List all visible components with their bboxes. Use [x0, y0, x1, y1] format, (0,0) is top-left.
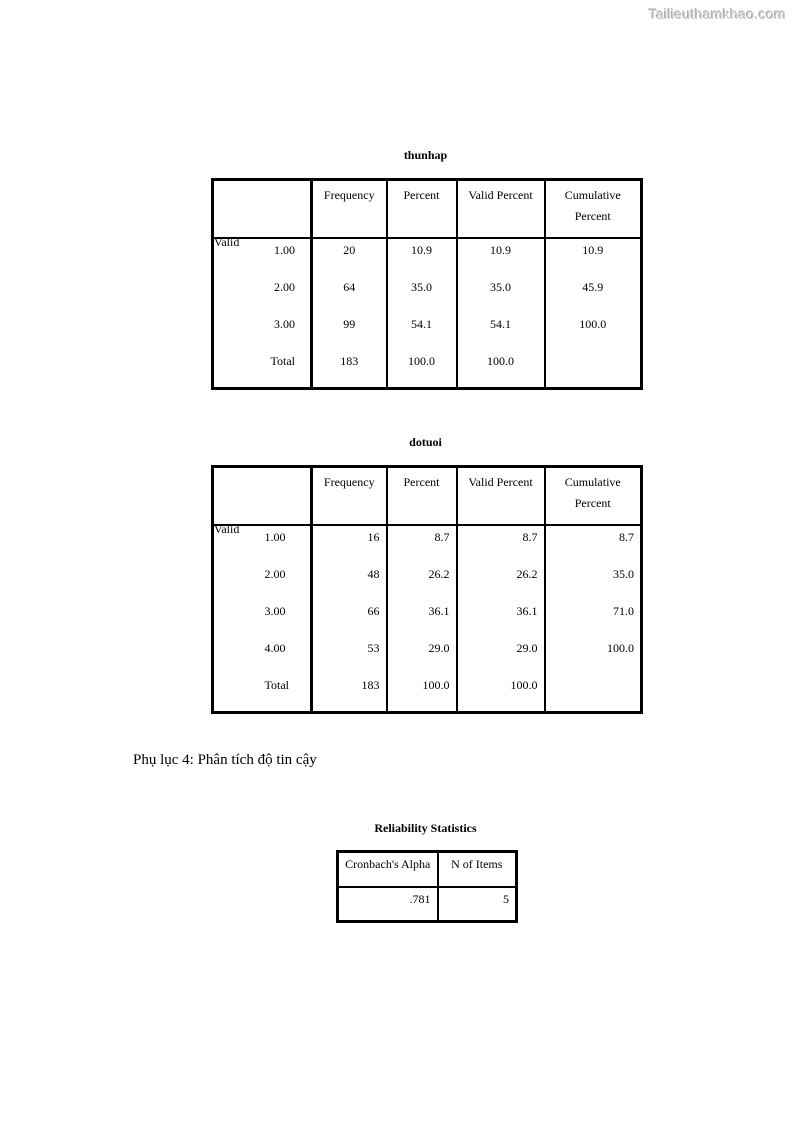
thunhap-table	[211, 178, 643, 390]
column-header: Cumulative Percent	[545, 467, 642, 526]
table-row	[213, 525, 642, 563]
cell-value: 10.9	[457, 238, 545, 276]
cell-value: 29.0	[457, 637, 545, 674]
column-header: Cronbach's Alpha	[338, 852, 438, 888]
column-header: Valid Percent	[457, 467, 545, 526]
cell-value: 100.0	[387, 350, 457, 389]
cell-value: 66	[312, 600, 387, 637]
dotuoi-table-title: dotuoi	[409, 435, 442, 449]
cell-value: 54.1	[457, 313, 545, 350]
row-label: 2.00	[274, 280, 295, 294]
column-header: Valid Percent	[457, 180, 545, 239]
cell-value: 183	[312, 350, 387, 389]
row-label: 3.00	[274, 317, 295, 331]
cell-value: 71.0	[545, 600, 642, 637]
reliability-table	[336, 850, 518, 923]
cell-value: 8.7	[457, 525, 545, 563]
cell-value: 20	[312, 238, 387, 276]
cell-value: 35.0	[387, 276, 457, 313]
cell-value: 100.0	[457, 350, 545, 389]
table-row	[213, 563, 642, 600]
cell-value: 8.7	[545, 525, 642, 563]
cell-value: .781	[409, 892, 431, 906]
table-header-row	[338, 852, 517, 888]
row-label: 1.00	[264, 530, 286, 544]
column-header: Frequency	[312, 180, 387, 239]
cell-value: 36.1	[387, 600, 457, 637]
cell-value: 53	[312, 637, 387, 674]
row-group-label: Valid	[214, 238, 240, 249]
dotuoi-table	[211, 465, 643, 714]
cell-value: 45.9	[545, 276, 642, 313]
cell-value: 100.0	[387, 674, 457, 713]
row-label: 1.00	[274, 243, 295, 257]
cell-value: 100.0	[457, 674, 545, 713]
cell-value: 10.9	[387, 238, 457, 276]
column-header: Frequency	[312, 467, 387, 526]
cell-value: 183	[312, 674, 387, 713]
row-label: Total	[264, 678, 289, 692]
cell-value: 10.9	[545, 238, 642, 276]
reliability-table-title: Reliability Statistics	[374, 821, 477, 835]
appendix-caption: Phụ lục 4: Phân tích độ tin cậy	[133, 752, 317, 768]
cell-value: 26.2	[387, 563, 457, 600]
cell-value: 64	[312, 276, 387, 313]
thunhap-table-title: thunhap	[403, 148, 448, 162]
table-row	[213, 350, 642, 389]
row-label: 3.00	[264, 604, 286, 618]
row-label: Total	[270, 354, 295, 368]
table-row	[213, 674, 642, 713]
cell-value	[545, 674, 642, 713]
row-group-label: Valid	[214, 525, 240, 536]
row-label: 4.00	[264, 641, 286, 655]
cell-value: 100.0	[545, 637, 642, 674]
table-row	[213, 276, 642, 313]
cell-value	[545, 350, 642, 389]
cell-value: 29.0	[387, 637, 457, 674]
cell-value: 35.0	[545, 563, 642, 600]
cell-value: 36.1	[457, 600, 545, 637]
corner-cell	[213, 180, 312, 239]
cell-value: 54.1	[387, 313, 457, 350]
cell-value: 5	[438, 887, 517, 922]
column-header: Cumulative Percent	[545, 180, 642, 239]
table-row	[338, 887, 517, 922]
watermark-text: Tailieuthamkhao.com	[648, 6, 786, 22]
table-row	[213, 637, 642, 674]
column-header: Percent	[387, 467, 457, 526]
table-row	[213, 600, 642, 637]
cell-value: 99	[312, 313, 387, 350]
cell-value: 26.2	[457, 563, 545, 600]
cell-value: 16	[312, 525, 387, 563]
cell-value: 48	[312, 563, 387, 600]
table-header-row	[213, 180, 642, 239]
cell-value: 100.0	[545, 313, 642, 350]
column-header: N of Items	[438, 852, 517, 888]
table-row	[213, 238, 642, 276]
corner-cell	[213, 467, 312, 526]
cell-value: 8.7	[387, 525, 457, 563]
table-row	[213, 313, 642, 350]
row-label: 2.00	[264, 567, 286, 581]
column-header: Percent	[387, 180, 457, 239]
table-header-row	[213, 467, 642, 526]
cell-value: 35.0	[457, 276, 545, 313]
